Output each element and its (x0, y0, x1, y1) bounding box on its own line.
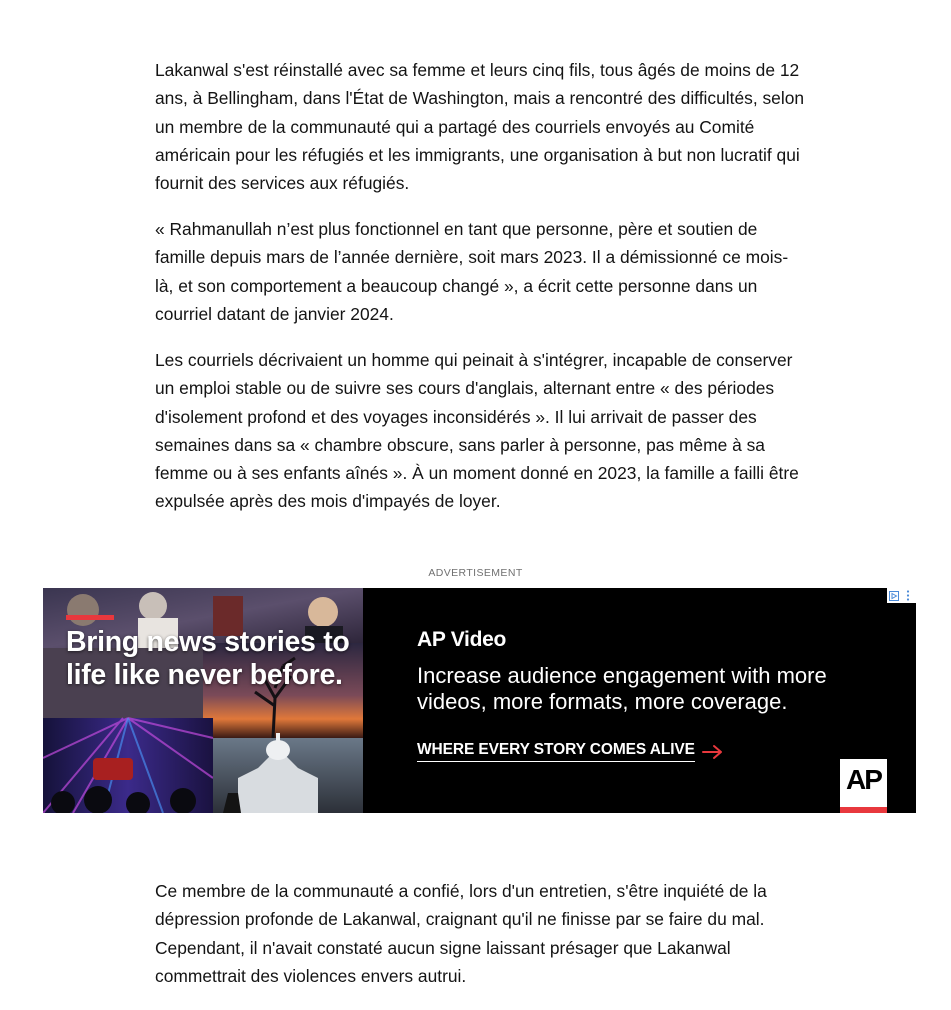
ad-choices-widget[interactable] (887, 588, 916, 603)
ad-copy-panel (363, 588, 916, 813)
adchoices-icon[interactable] (887, 588, 901, 603)
ap-logo (840, 759, 887, 813)
ap-video-ad-banner[interactable] (43, 588, 916, 813)
ap-logo-red-bar (840, 807, 887, 813)
ad-cta-label[interactable]: WHERE EVERY STORY COMES ALIVE (417, 741, 695, 762)
ad-body-text: Increase audience engagement with more videos, more formats, more coverage. (417, 663, 827, 714)
collage-graphic (43, 588, 363, 813)
info-menu-icon[interactable] (901, 588, 915, 603)
ad-headline: Bring news stories to life like never before. (66, 626, 350, 691)
article-paragraph: « Rahmanullah n’est plus fonctionnel en tant que personne, père et soutien de famille depuis mars de l’année dernière, soit mars 2023. Il a démissionné ce mois-là, et son comportement a beaucoup changé », a écrit cette personne dans un courriel datant de janvier 2024. (155, 219, 789, 324)
advertisement-label: ADVERTISEMENT (428, 567, 523, 579)
ad-brand-title: AP Video (417, 628, 507, 651)
ad-photo-collage (43, 588, 363, 813)
ap-logo-text: AP (846, 764, 881, 795)
arrow-right-icon (701, 744, 725, 760)
article-paragraph: Ce membre de la communauté a confié, lors d'un entretien, s'être inquiété de la dépression profonde de Lakanwal, craignant qu'il ne finisse par se faire du mal. Cependant, il n'avait constaté aucun signe laissant présager que Lakanwal commettrait des violences envers autrui. (155, 881, 767, 986)
article-paragraph: Lakanwal s'est réinstallé avec sa femme et leurs cinq fils, tous âgés de moins de 12 ans, à Bellingham, dans l'État de Washington, mais a rencontré des difficultés, selon un membre de la communauté qui a partagé des courriels envoyés au Comité américain pour les réfugiés et les immigrants, une organisation à but non lucratif qui fournit des services aux réfugiés. (155, 60, 805, 194)
ad-cta-link[interactable] (417, 741, 725, 762)
article-paragraph: Les courriels décrivaient un homme qui peinait à s'intégrer, incapable de conserver un emploi stable ou de suivre ses cours d'anglais, alternant entre « des périodes d'isolement profond et des voyages inconsidérés ». Il lui arrivait de passer des semaines dans sa « chambre obscure, sans parler à personne, pas même à sa femme ou à ses enfants aînés ». À un moment donné en 2023, la famille a failli être expulsée après des mois d'impayés de loyer. (155, 350, 799, 512)
ad-accent-bar (66, 615, 114, 620)
